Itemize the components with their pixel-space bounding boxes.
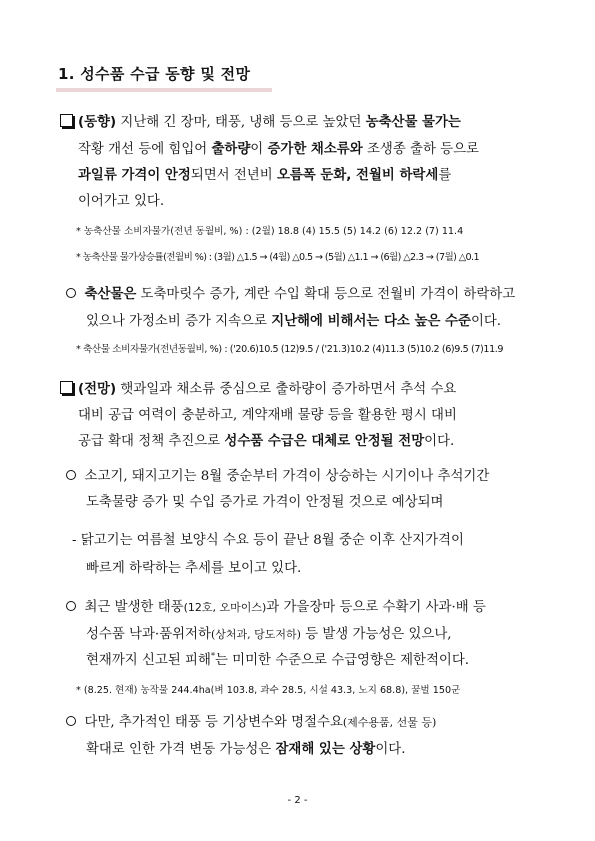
chicken-line-2: 빠르게 하락하는 추세를 보이고 있다. [86,561,302,576]
trend-note-1: * 농축산물 소비자물가(전년 동월비, %) : (2월) 18.8 (4) 15.5 (5) 14.2 (6) 12.2 (7) 11.4 [76,226,464,237]
beef-line-1: 소고기, 돼지고기는 8월 중순부터 가격이 상승하는 시기이나 추석기간 [66,465,489,484]
circle-bullet-icon [66,601,76,611]
typhoon-line-1: 최근 발생한 태풍(12호, 오마이스)과 가을장마 등으로 수확기 사과·배 등 [66,596,486,615]
variable-line-2: 확대로 인한 가격 변동 가능성은 잠재해 있는 상황이다. [86,742,406,757]
outlook-line-3: 공급 확대 정책 추진으로 성수품 수급은 대체로 안정될 전망이다. [78,434,455,449]
outlook-line-2: 대비 공급 여력이 충분하고, 계약재배 물량 등을 활용한 평시 대비 [78,408,457,423]
typhoon-line-2: 성수품 낙과·품위저하(상처과, 당도저하) 등 발생 가능성은 있으나, [86,627,452,642]
chicken-line-1: - 닭고기는 여름철 보양식 수요 등이 끝난 8월 중순 이후 산지가격이 [72,533,464,548]
checkbox-bullet-icon [60,381,73,394]
trend-line-1: (동향) 지난해 긴 장마, 태풍, 냉해 등으로 높았던 농축산물 물가는 [60,111,461,130]
variable-line-1: 다만, 추가적인 태풍 등 기상변수와 명절수요(제수용품, 선물 등) [66,711,436,730]
typhoon-line-3: 현재까지 신고된 피해*는 미미한 수준으로 수급영향은 제한적이다. [86,651,470,668]
page-number: - 2 - [287,795,308,806]
typhoon-note: * (8.25. 현재) 농작물 244.4ha(벼 103.8, 과수 28.5, 시설 43.3, 노지 68.8), 꿀벌 150군 [76,685,461,696]
section-title: 1. 성수품 수급 동향 및 전망 [58,65,251,83]
livestock-note: * 축산물 소비자물가(전년동월비, %) : ('20.6)10.5 (12)9.5 / ('21.3)10.2 (4)11.3 (5)10.2 (6)9.5 (7)11.9 [76,344,504,355]
circle-bullet-icon [66,288,76,298]
outlook-line-1: (전망) 햇과일과 채소류 중심으로 출하량이 증가하면서 추석 수요 [60,378,456,397]
trend-label: (동향) [78,115,117,130]
livestock-line-2: 있으나 가정소비 증가 지속으로 지난해에 비해서는 다소 높은 수준이다. [86,314,502,329]
circle-bullet-icon [66,716,76,726]
circle-bullet-icon [66,470,76,480]
trend-line-3: 과일류 가격이 안정되면서 전년비 오름폭 둔화, 전월비 하락세를 [78,168,452,183]
livestock-line-1: 축산물은 도축마릿수 증가, 계란 수입 확대 등으로 전월비 가격이 하락하고 [66,283,515,302]
title-underline [56,88,272,92]
trend-line-4: 이어가고 있다. [78,194,165,209]
beef-line-2: 도축물량 증가 및 수입 증가로 가격이 안정될 것으로 예상되며 [86,495,444,510]
checkbox-bullet-icon [60,114,73,127]
trend-line-2: 작황 개선 등에 힘입어 출하량이 증가한 채소류와 조생종 출하 등으로 [78,142,479,157]
trend-note-2: * 농축산물 물가상승률(전월비 %) : (3월) △1.5 → (4월) △0.5 → (5월) △1.1 → (6월) △2.3 → (7월) △0.1 [76,252,479,263]
